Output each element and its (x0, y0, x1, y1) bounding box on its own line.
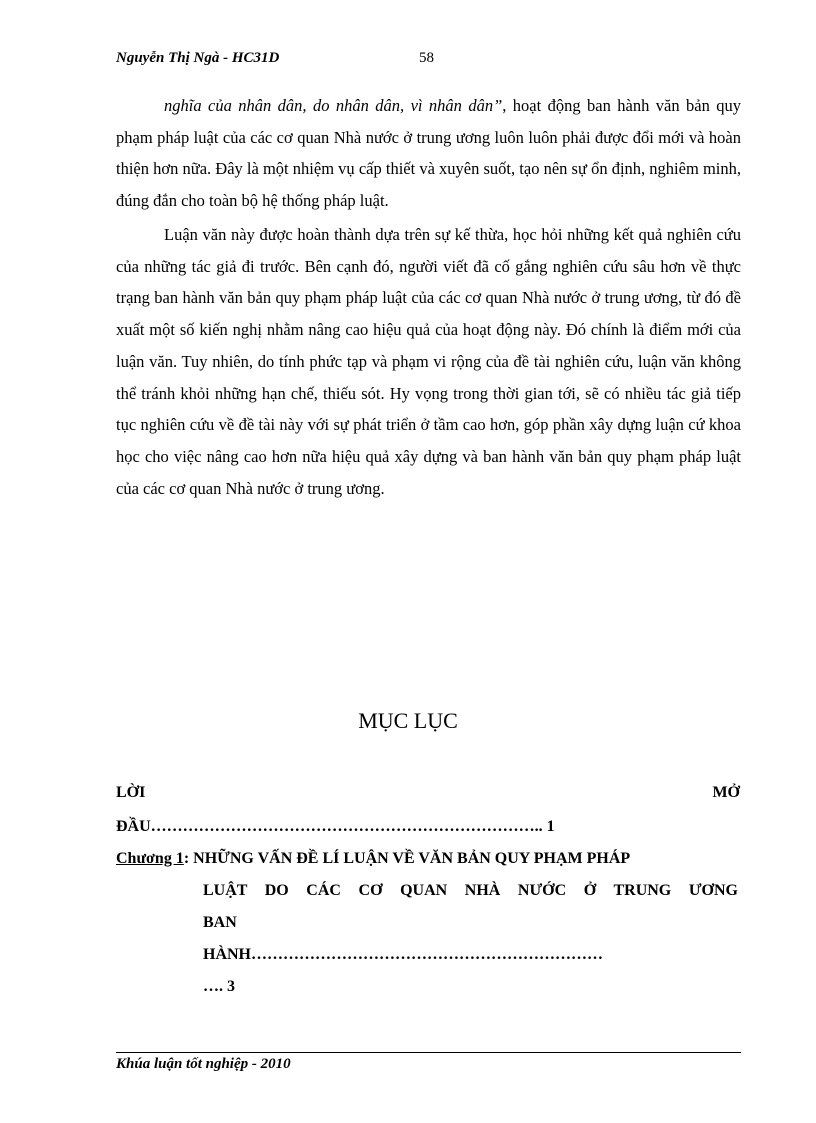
chapter-1-label: Chương 1 (116, 850, 184, 867)
conclusion-paragraph-1 (116, 90, 741, 217)
chapter-1-page: …. 3 (203, 978, 235, 995)
toc-intro-word-1: LỜI (116, 784, 146, 801)
conclusion-paragraph-2 (116, 219, 741, 504)
chapter-1-title: : NHỮNG VẤN ĐỀ LÍ LUẬN VỀ VĂN BẢN QUY PHẠM PHÁP (183, 850, 631, 867)
toc-intro-word-2: MỞ (712, 784, 740, 801)
chapter-1-title-line-4: HÀNH………………………………………………………… (203, 946, 603, 963)
page-number: 58 (419, 50, 434, 66)
header-author: Nguyễn Thị Ngà - HC31D (116, 50, 280, 66)
paragraph-2-text: Luận văn này được hoàn thành dựa trên sự kế thừa, học hỏi những kết quả nghiên cứu của những tác giả đi trước. Bên cạnh đó, người viết đã cố gắng nghiên cứu sâu hơn về thực trạng ban hành văn bản quy phạm pháp luật của các cơ quan Nhà nước ở trung ương, từ đó đề xuất một số kiến nghị nhằm nâng cao hiệu quả của hoạt động này. Đó chính là điểm mới của luận văn. Tuy nhiên, do tính phức tạp và phạm vi rộng của đề tài nghiên cứu, luận văn không thể tránh khỏi những hạn chế, thiếu sót. Hy vọng trong thời gian tới, sẽ có nhiều tác giả tiếp tục nghiên cứu về đề tài này với sự phát triển ở tầm cao hơn, góp phần xây dựng luận cứ khoa học cho việc nâng cao hơn nữa hiệu quả xây dựng và ban hành văn bản quy phạm pháp luật của các cơ quan Nhà nước ở trung ương. (116, 225, 741, 498)
toc-intro-entry: ĐẦU……………………………………………………………….. 1 (116, 818, 555, 835)
toc-chapter-1 (116, 850, 630, 868)
quote-italic: nghĩa của nhân dân, do nhân dân, vì nhân dân” (164, 96, 503, 115)
chapter-1-title-line-2: LUẬT DO CÁC CƠ QUAN NHÀ NƯỚC Ở TRUNG ƯƠNG (203, 882, 738, 899)
paragraph-1-text: , hoạt động ban hành văn bản quy phạm pháp luật của các cơ quan Nhà nước ở trung ương luôn luôn phải được đổi mới và hoàn thiện hơn nữa. Đây là một nhiệm vụ cấp thiết và xuyên suốt, tạo nên sự ổn định, nghiêm minh, đúng đắn cho toàn bộ hệ thống pháp luật. (116, 96, 741, 211)
toc-title: MỤC LỤC (358, 708, 458, 733)
footer-text: Khúa luận tốt nghiệp - 2010 (116, 1056, 291, 1072)
chapter-1-title-line-3: BAN (203, 914, 237, 931)
footer-divider (116, 1052, 741, 1053)
